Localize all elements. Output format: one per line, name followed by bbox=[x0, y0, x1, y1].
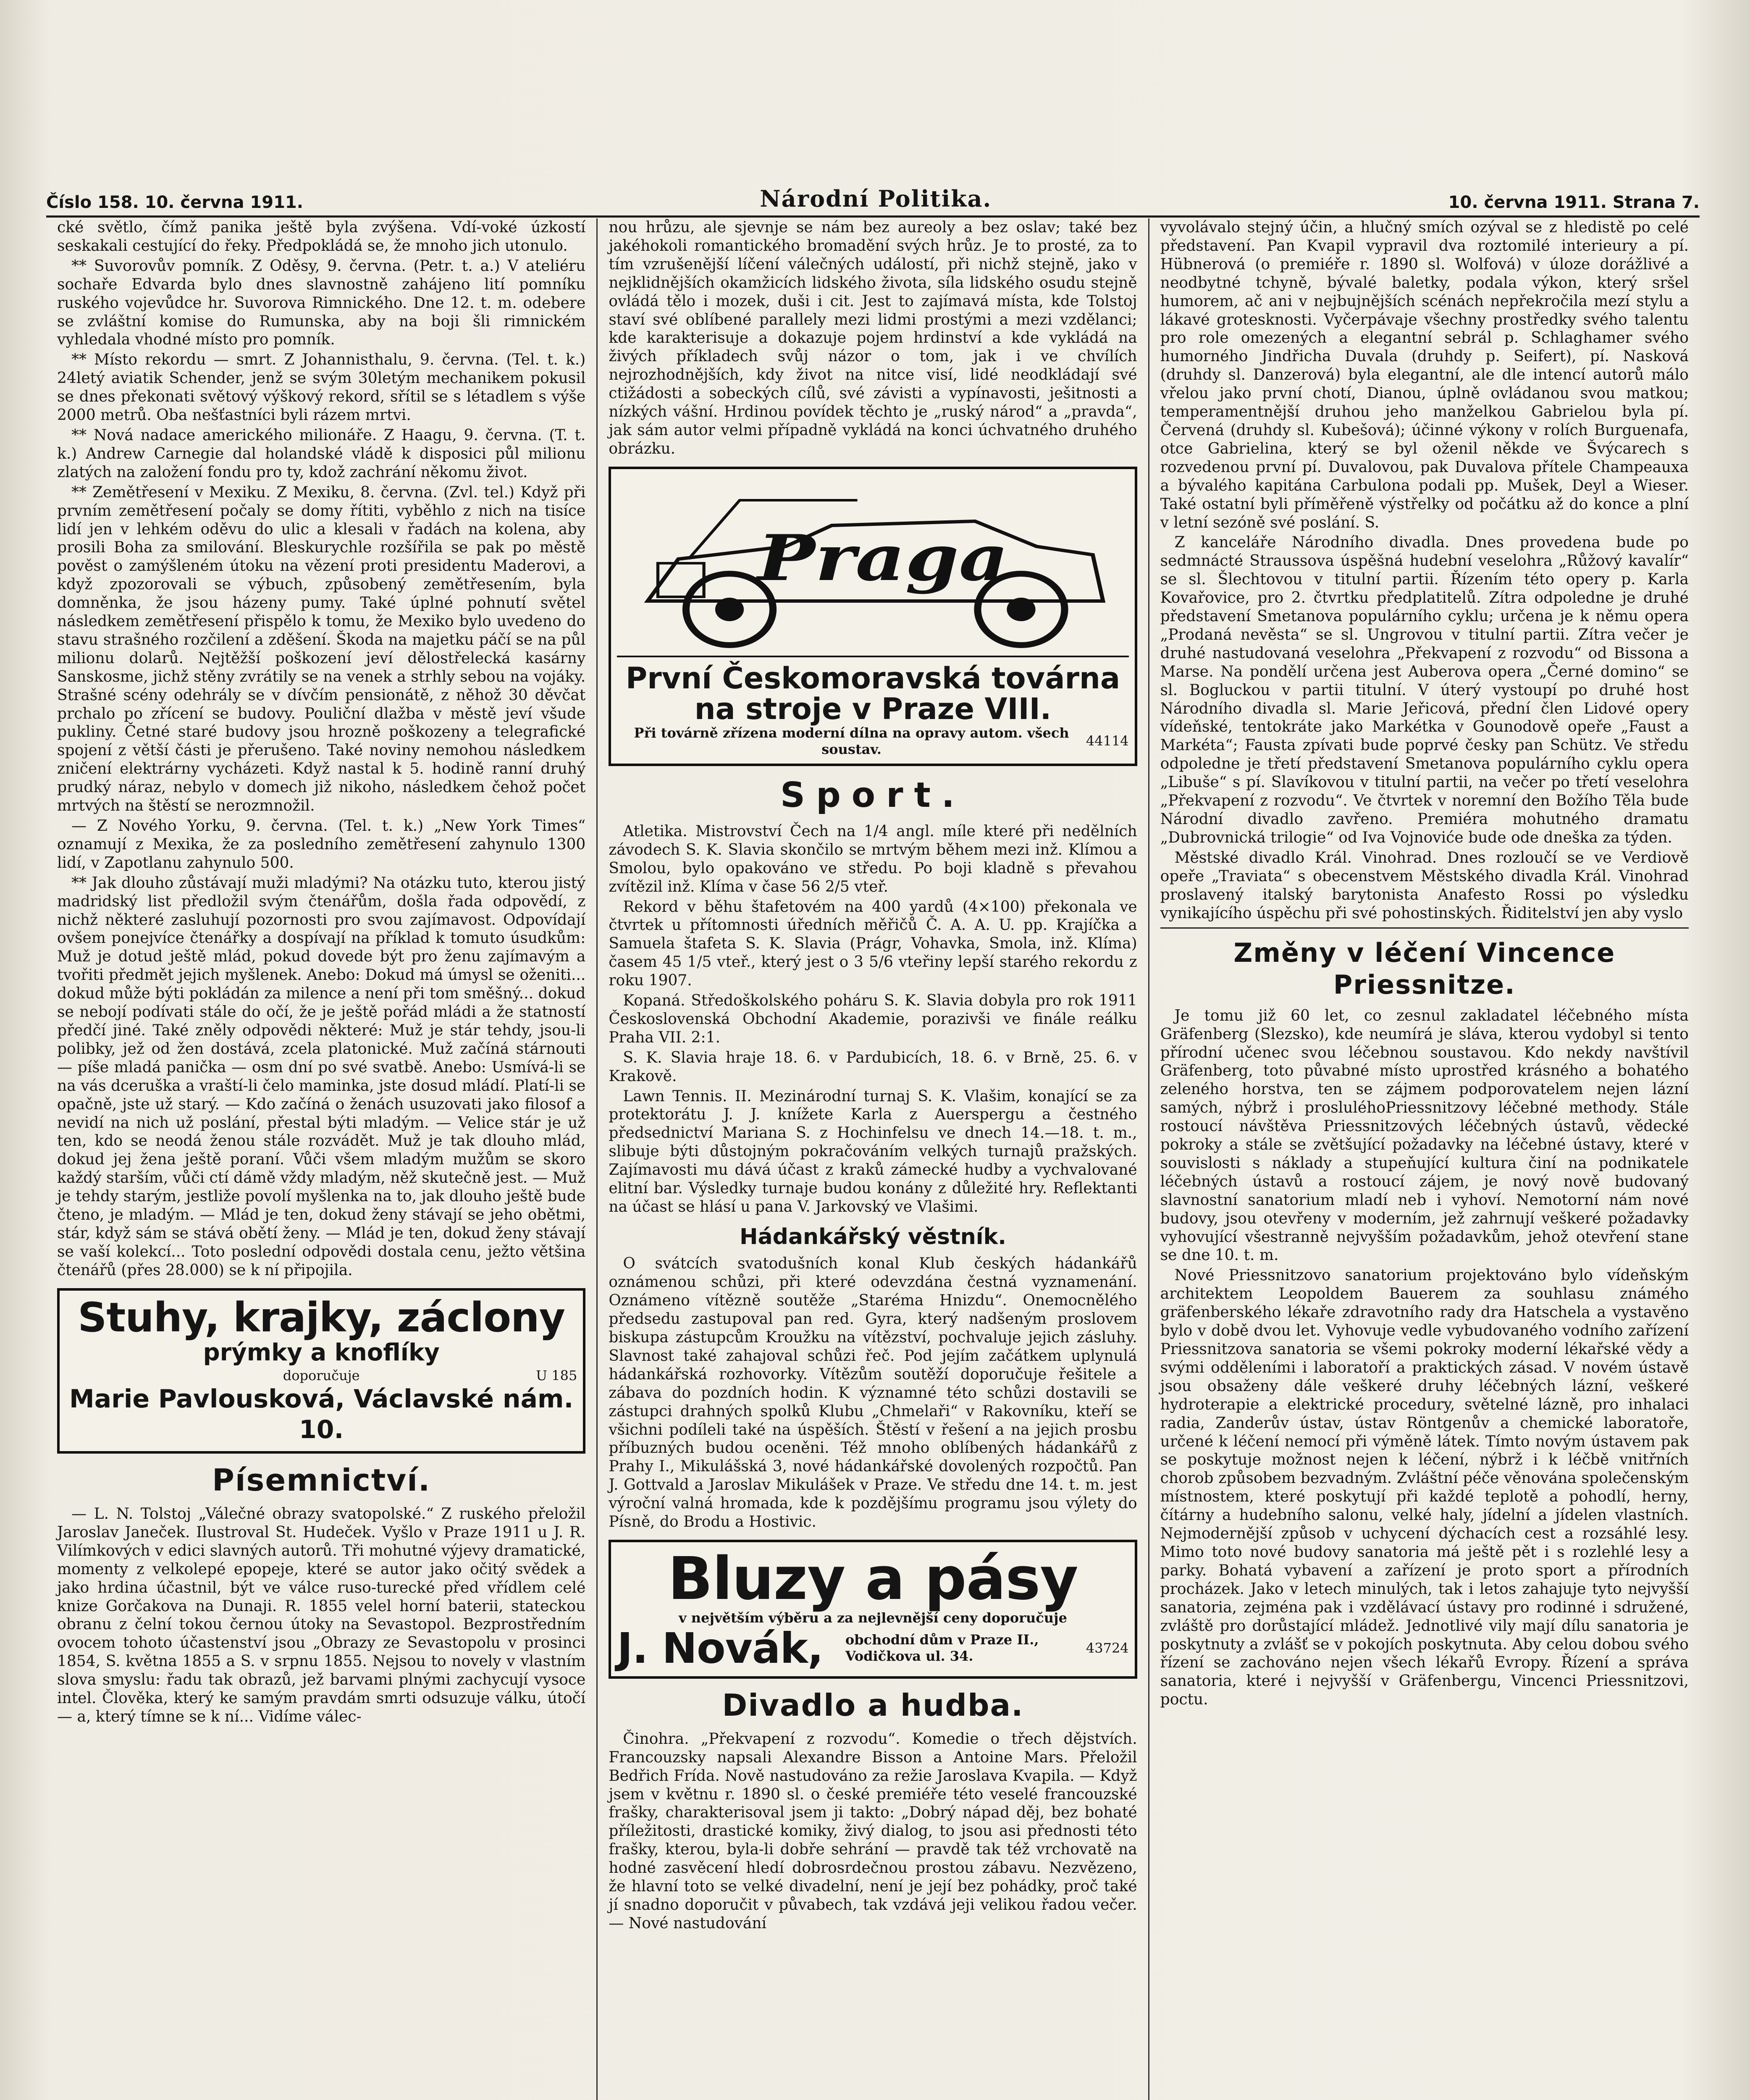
sport-slavia: S. K. Slavia hraje 18. 6. v Pardubicích, 18. 6. v Brně, 25. 6. v Krakově. bbox=[609, 1049, 1137, 1085]
ad-blouses-address: obchodní dům v Praze II., Vodičkova ul. 34. bbox=[845, 1632, 1039, 1664]
sport-relay-record: Rekord v běhu štafetovém na 400 yardů (4×100) překonala ve čtvrtek u přítomnosti úředních měřičů Č. A. A. U. pp. Krajíčka a Samuela štafeta S. K. Slavia (Prágr, Vohavka, Smola, inž. Klíma) časem 45 1/5 vteř., který jest o 3 5/6 vteřiny lepší starého rekordu z roku 1907. bbox=[609, 898, 1137, 990]
ad-blouses-line1: v největším výběru a za nejlevnější ceny doporučuje bbox=[679, 1609, 1067, 1626]
article-suvorov: ** Suvorovův pomník. Z Oděsy, 9. června. (Petr. t. a.) V ateliéru sochaře Edvarda bylo dnes slavnostně zahájeno lití pomníku ruského vojevůdce hr. Suvorova Rimnického. Dne 12. t. m. odebere se zvláštní komise do Rumunska, aby na boji šli rimnickém vyhledala vhodné místo pro pomník. bbox=[57, 257, 586, 349]
theatre-review-cont: vyvolávalo stejný účin, a hlučný smích ozýval se z hledistě po celé představení. Pan Kvapil vypravil dva roztomilé interieury a pí. Hübnerová (o premiéře r. 1890 sl. Wolfová) v úloze dorážlivé a neodbytné tchyně, bývalé baletky, podala výkon, který sršel humorem, ač ani v nejbujnějších scénách nepřekročila mezí stylu a lákavé grotesknosti. Vyčerpávaje všechny prostředky svého talentu pro role omezených a elegantní sebrál p. Schlaghamer svého humorného Jindřicha Duvala (druhdy p. Seifert), pí. Nasková (druhdy sl. Danzerová) byla elegantní, ale dle intencí autorů málo vřelou jako první chotí, Dianou, úplně ovládanou svou matkou; temperamentnější druhou jeho manželkou Gabrielou byla pí. Červená (druhdy sl. Kubešová); účinné výkony v rolích Burguenafa, otce Gabrielina, který se byl oženil někde ve Švýcarech s rozvedenou první pí. Duvalovou, pak Duvalova přítele Champeauxa a bývalého kapitána Carbulona podali pp. Mušek, Deyl a Wieser. Také ostatní byli příměřeně výstřelky od počátku až do konce a plní v letní sezóně své poslání. S. bbox=[1160, 219, 1689, 531]
car-illustration bbox=[617, 475, 1128, 657]
article-tolstoy: — L. N. Tolstoj „Válečné obrazy svatopolské.“ Z ruského přeložil Jaroslav Janeček. Ilustroval St. Hudeček. Vyšlo v Praze 1911 u J. R. Vilímkových v edici slavných autorů. Tři mohutné výjevy dramatické, momenty z velkolepé epopeje, které se autor jako očitý svědek a jako hrdina účastnil, být ve válce ruso-turecké před vřídlem celé knize Gorčakova na Dunaji. R. 1855 velel horní baterii, stateckou obranu z čelní tokou černou útoky na Sevastopol. Bezprostředním ovocem tohoto účastenství jsou „Obrazy ze Sevastopolu v prosinci 1854, S. května 1855 a S. v srpnu 1855. Nejsou to novely v vlastním slova smyslu: řadu tak obrazů, jež barvami plnými zachycují vysoce intel. Člověka, který ke samým pravdám smrti odsuzuje válku, útočí — a, který tímne se k ní... Vidíme válec- bbox=[57, 1505, 586, 1725]
vinohrady-theatre-notice: Městské divadlo Král. Vinohrad. Dnes rozloučí se ve Verdiově opeře „Traviata“ s obecenstvem Městského divadla Král. Vinohrad proslavený italský barytonista Anafesto Rossi po výsledku vynikajícího úspěchu při své pohostinských. Řiditelství jen aby vyslo bbox=[1160, 849, 1689, 922]
page-header bbox=[46, 178, 1700, 218]
ad-ribbons-title: Stuhy, krajky, záclony bbox=[78, 1294, 565, 1341]
column-1 bbox=[46, 218, 598, 2100]
ad-blouses bbox=[609, 1540, 1137, 1679]
columns bbox=[46, 218, 1700, 2100]
article-mexico-quake: ** Zemětřesení v Mexiku. Z Mexiku, 8. června. (Zvl. tel.) Když při prvním zemětřesení počaly se domy řítiti, vyběhlo z nich na tisíce lidí jen v lehkém oděvu do ulic a klesali v řadách na kolena, aby prosili Boha za smilování. Bleskurychle rozšířila se pak po městě pověst o zamýšleném útoku na vězení proti presidentu Maderovi, a když zpozorovali se výbuch, způsobený zemětřesením, byla domněnka, že jsou házeny pumy. Také úplné pohnutí světel následkem zemětřesení přispělo k tomu, že Mexiko bylo uvedeno do stavu strašného rozčilení a zděšení. Škoda na majetku páčí se na půl milionu dolarů. Nejtěžší poškození jeví dělostřelecká kasárny Sanskosme, jichž stěny zvrátily se na venek a strhly sebou na vojáky. Strašné scény odehrály se v dívčím pensionátě, z něhož 30 děvčat prchalo po zřícení se budovy. Pouliční dlažba v městě jeví všude pukliny. Četné staré budovy jsou hrozně poškozeny a telegrafické spojení z větší části je přerušeno. Také noviny nemohou následkem zničení elektrárny vycházeti. Když nastal k 5. hodině ranní druhý prudký náraz, nebylo v domech již nikoho, následkem čehož počet mrtvých na štěstí se nerozmnožil. bbox=[57, 483, 586, 815]
article-new-york: — Z Nového Yorku, 9. června. (Tel. t. k.) „New York Times“ oznamují z Mexika, že za posledního zemětřesení zahynulo 1300 lidí, v Zapotlanu zahynulo 500. bbox=[57, 817, 586, 872]
puzzle-text: O svátcích svatodušních konal Klub českých hádankářů oznámenou schůzi, při které odevzdána čestná vyznamenání. Oznámeno vítězně soutěže „Staréma Hnizdu“. Onemocnělého předsedu zastupoval pan red. Gyra, který nadšeným proslovem biskupa zástupcům Kroužku na vítězství, pochvaluje jejich zásluhy. Slavnost také zahajoval schůzi řeč. Pod jejím začátkem uplynulá hádankářská rozhovorky. Vítězům soutěží doporučuje řešitele a zábava do pozdních hodin. K významné této schůzi dostavili se zástupci drahných spolků Klubu „Chmelaři“ v Rakovníku, kteří se všichni podíleli také na úspěších. Štěstí v řešení a na jejich prosbu příbuzných budou oceněni. Též mnoho oblíbených hádankářů z Prahy I., Mikulášská 3, nové hádankářské dovolených rozpočtů. Pan J. Gottvald a Jaroslav Mikulášek v Praze. Ve středu dne 14. t. m. jest výroční valná hromada, kde k pozdějšímu programu jsou výlety do Písně, do Brodu a Hostivic. bbox=[609, 1255, 1137, 1531]
section-puzzle-heading: Hádankářský věstník. bbox=[740, 1224, 1006, 1250]
ad-ribbons-line2: prýmky a knoflíky bbox=[203, 1339, 440, 1367]
divider bbox=[1160, 927, 1689, 929]
ad-ribbons-code: U 185 bbox=[536, 1367, 577, 1383]
ad-blouses-title: Bluzy a pásy bbox=[668, 1544, 1078, 1613]
ad-ribbons-shop: Marie Pavlousková, Václavské nám. 10. bbox=[69, 1384, 574, 1444]
article-text: cké světlo, čímž panika ještě byla zvýšena. Vdí-voké úzkostí seskakali cestující do řeky. Předpokládá se, že mnoho jich utonulo. bbox=[57, 219, 586, 255]
ad-praga bbox=[609, 467, 1137, 766]
sport-football: Kopaná. Středoškolského poháru S. K. Slavia dobyla pro rok 1911 Československá Obchodní Akademie, porazivši ve finále reálku Praha VII. 2:1. bbox=[609, 992, 1137, 1046]
priessnitz-heading: Změny v léčení Vincence Priessnitze. bbox=[1233, 937, 1616, 1000]
ad-praga-title1: První Českomoravská továrna bbox=[625, 661, 1120, 696]
ad-blouses-code: 43724 bbox=[1086, 1640, 1129, 1656]
sport-lawn-tennis: Lawn Tennis. II. Mezinárodní turnaj S. K. Vlašim, konající se za protektorátu J. J. knížete Karla z Auerspergu a čestného předsednictví Mariana S. z Hochinfelsu ve dnech 14.—18. t. m., slibuje býti důstojným pokračováním velkých turnajů pražských. Zajímavosti mu dává účast z kraků zámecké hudby a vychvalované elitní bar. Výsledky turnaje budou konány z důležité hry. Reflektanti na účast se hlásí u pana V. Jarkovský ve Vlašimi. bbox=[609, 1087, 1137, 1215]
national-theatre-notice: Z kanceláře Národního divadla. Dnes provedena bude po sedmnácté Straussova úspěšná hudební veselohra „Růžový kavalír“ se sl. Šlechtovou v titulní partii. Řízením této opery p. Karla Kovařovice, pro 2. čtvrtku předplatitelů. Zítra odpoledne je druhé představení Smetanova populárního cyklu; určena je k němu opera „Prodaná nevěsta“ se sl. Ungrovou v titulní partii. Zítra večer je druhé nastudovaná veselohra „Překvapení z rozvodu“ od Bissona a Marse. Na pondělí určena jest Auberova opera „Černé domino“ se sl. Bogluckou v partii titulní. V úterý vystoupí po druhé host Národního divadla sl. Marie Jeřicová, přední člen Lidové opery vídeňské, tentokráte jako Markétka v Gounodově opeře „Faust a Markéta“; Fausta zpívati bude poprvé česky pan Schütz. Ve středu odpoledne je třetí představení Smetanova populárního cyklu opera „Libuše“ s pí. Slavíkovou v titulní partii, na večer po třetí veselohra „Překvapení z rozvodu“. Ve čtvrtek v noremní den Božího Těla bude Národní divadlo zavřeno. Premiéra mohutného dramatu „Dubrovnická trilogie“ od Iva Vojnoviće bude ode dneška za týden. bbox=[1160, 534, 1689, 846]
masthead: Národní Politika. bbox=[760, 185, 992, 212]
article-men-young: ** Jak dlouho zůstávají muži mladými? Na otázku tuto, kterou jistý madridský list předložil svým čtenářům, došla řada odpovědí, z nichž některé zasluhují pozornosti pro svou zajímavost. Odpovídají ovšem ponejvíce čtenářky a dospívají na příklad k tomuto úsudkům: Muž je dotud ještě mlád, pokud dovede být pro ženu zajímavým a tvořiti předmět jejich myšlenek. Anebo: Dokud má úmysl se oženiti... dokud může býti pokládán za milence a není při tom směšný... dokud se nebojí podívati stále do očí, že je ještě pořád mládi a že statností předčí jiné. Také zněly odpovědi některé: Muž je stár tehdy, jsou-li polibky, jež od žen dostává, zcela platonické. Muž začíná stárnouti — píše mladá panička — osm dní po své svatbě. Anebo: Usmívá-li se na vás dceruška a vraští-li čelo maminka, jste dosud mládí. Platí-li se opačně, jste už starý. — Kdo začíná o ženách usuzovati jako filosof a nevidí na nich už poslání, přestal býti mladým. — Velice stár je už ten, kdo se neodá ženou stále rozvádět. Muž je tak dlouho mlád, dokud jej žena ještě poraní. Vůči všem mladým mužům se skoro každý starším, vůči ctí dámě vždy mladým, něž skutečně jest. — Muž je tehdy starým, jestliže povolí myšlenka na to, jak dlouho ještě bude čteno, je mladým. — Mlád je ten, dokud ženy stávají se jeho obětmi, stár, když sám se stává obětí ženy. — Mlád je ten, dokud ženy stávají se vaší kolekcí... Toto poslední odpovědi dostala cenu, ježto většina čtenářů (přes 28.000) se k ní připojila. bbox=[57, 874, 586, 1279]
article-record: ** Místo rekordu — smrt. Z Johannisthalu, 9. června. (Tel. t. k.) 24letý aviatik Schender, jenž se svým 30letým mechanikem pokusil se dnes překonati světový výškový rekord, sřítil se s létadlem s výše 2000 metrů. Oba nešťastníci byli rázem mrtvi. bbox=[57, 351, 586, 424]
priessnitz-p1: Je tomu již 60 let, co zesnul zakladatel léčebného místa Gräfenberg (Slezsko), kde neumírá je sláva, kterou vydobyl si tento přírodní učenec svou léčebnou soustavou. Kdo nekdy navštívil Gräfenberg, toto půvabné místo uprostřed krásného a bohatého zeleného horstva, ten se zájmem podporovatelem nejen lázní samých, nýbrž i prosluléhoPriessnitzovy léčebné methody. Stále rostoucí návštěva Priessnitzových léčebných ústavů, vědecké pokroky a stále se zvětšující požadavky na léčebné ústavy, které v souvislosti s náklady a stupeňující kultura činí na podnikatele léčebných ústavů a rostoucí zájem, je nový nově budovaný slavnostní sanatorium mladí neb i vyhoví. Nemotorní nám nové budovy, jsou otevřeny v moderním, jež zahrnují veškeré požadavky vyhovující všestranně nejvyšším požadavkům, jehož otevření stane se dne 10. t. m. bbox=[1160, 1007, 1689, 1264]
section-sport-heading: Sport. bbox=[780, 775, 966, 815]
ad-praga-code: 44114 bbox=[1086, 733, 1129, 749]
ad-praga-note: Při továrně zřízena moderní dílna na opravy autom. všech soustav. bbox=[634, 724, 1069, 757]
article-tolstoy-cont: nou hrůzu, ale sjevnje se nám bez aureoly a bez oslav; také bez jakéhokoli romantického bromadění svých hrůz. Je to prosté, za to tím vzrušenější líčení válečných událostí, při nichž stejně, jako v nejklidnějších okamžicích lidského života, síla lidského osudu stejně ovládá tělo i mozek, duši i cit. Jest to zajímavá místa, kde Tolstoj staví své oblíbené parallely mezi lidmi prostými a mezi vzdělanci; kde karakterisuje a dokazuje pojem hrdinství a kde vykládá na živých příkladech svůj názor o tom, jak i ve chvílích nejrozhodnějších, kdy život na nitce visí, lidé neodkládají své ctižádosti a sobeckých cílů, své závisti a vypínavosti, ješitnosti a nízkých vášní. Hrdinou povídek těchto je „ruský národ“ a „pravda“, jak sám autor velmi případně vykládá na konci úchvatného druhého obrázku. bbox=[609, 219, 1137, 457]
ad-blouses-name: J. Novák, bbox=[617, 1623, 823, 1673]
ad-ribbons-line3: doporučuje bbox=[283, 1367, 360, 1383]
column-3 bbox=[1149, 218, 1700, 2100]
section-literature-heading: Písemnictví. bbox=[212, 1462, 431, 1498]
article-carnegie: ** Nová nadace amerického milionáře. Z Haagu, 9. června. (T. t. k.) Andrew Carnegie dal holandské vládě k disposici půl milionu zlatých na založení fondu pro ty, kdož zachrání někomu život. bbox=[57, 426, 586, 481]
ad-praga-title2: na stroje v Praze VIII. bbox=[694, 692, 1052, 727]
date-page: 10. června 1911. Strana 7. bbox=[1448, 193, 1700, 212]
column-2 bbox=[598, 218, 1149, 2100]
section-theatre-heading: Divadlo a hudba. bbox=[722, 1687, 1024, 1723]
issue-number: Číslo 158. 10. června 1911. bbox=[46, 193, 303, 212]
ad-ribbons bbox=[57, 1288, 585, 1454]
sport-athletics: Atletika. Mistrovství Čech na 1/4 angl. míle které při nedělních závodech S. K. Slavia skončilo se mrtvým během mezi inž. Klímou a Smolou, bylo opakováno ve středu. Po boji kladně s převahou zvítězil inž. Klíma v čase 56 2/5 vteř. bbox=[609, 822, 1137, 895]
theatre-review: Činohra. „Překvapení z rozvodu“. Komedie o třech dějstvích. Francouzsky napsali Alexandre Bisson a Antoine Mars. Přeložil Bedřich Frída. Nově nastudováno za režie Jaroslava Kvapila. — Když jsem v květnu r. 1890 sl. o české premiéře této veselé francouzské frašky, charakterisoval jsem ji takto: „Dobrý nápad děj, bez bohaté příležitosti, drastické komiky, živý dialog, to jsou asi přednosti této frašky, kterou, byla-li dobře sehrání — pravdě tak též vrchovatě na hodné zasvěcení hledí dobrosrdečnou prostou zábavu. Nezvězeno, že hlavní toto se velké divadelní, není je její bez pohádky, proč také jí snadno doporučit v půvabech, tak vzdává jeji velikou řadou večer. — Nové nastudování bbox=[609, 1730, 1137, 1932]
priessnitz-p2: Nové Priessnitzovo sanatorium projektováno bylo vídeňským architektem Leopoldem Bauerem za souhlasu známého gräfenberského lékaře zdravotního rady dra Hatschela a vystavěno bylo v době dvou let. Vyhovuje vedle vybudovaného vodního zařízení Priessnitzova sanatoria se všemi pokroky moderní lékařské vědy a svými odděleními i laboratoří a praktických zásad. V novém ústavě jsou obsaženy dále veškeré druhy léčebných lázní, veškeré hydroterapie a elektrické procedury, světelné lázně, pro inhalaci radia, Zanderův ústav, ústav Röntgenův a chemické laboratoře, určené k léčení nemocí při výměně látek. Tímto novým ústavem pak se poskytuje možnost nejen k léčení, nýbrž i k léčbě vnitřních chorob způsobem bezvadným. Zvláštní péče věnována společenským místnostem, které poskytují při každé teplotě a pohodlí, herny, čítárny a hudebního salonu, velké haly, jídelní a jídelen vlastních. Nejmodernější způsob v uchycení dýchacích cest a rozsáhlé lesy. Mimo toto nové budovy sanatoria má ještě pět i s rozlehlé lesy a parky. Bohatá vybavení a zařízení je proto sport a přírodních procházek. Jako v letech minulých, tak i letos zahajuje tyto nejvyšší sanatoria, zejména pak i vzdělávací ústavy pro rodinné i sdružené, zvláště pro dorůstající mládež. Jednotlivé vily mají dílu sanatoria je poskytnuty a zvlášť se v pokojích poskytnuta. Aby celou dobou svého řízení se zachováno nejen všech lékařů Evropy. Řízení a správa sanatoria, které i nejvyšší v Gräfenbergu, Vincenci Priessnitzovi, poctu. bbox=[1160, 1267, 1689, 1709]
praga-logo-text: Praga bbox=[757, 521, 1009, 595]
